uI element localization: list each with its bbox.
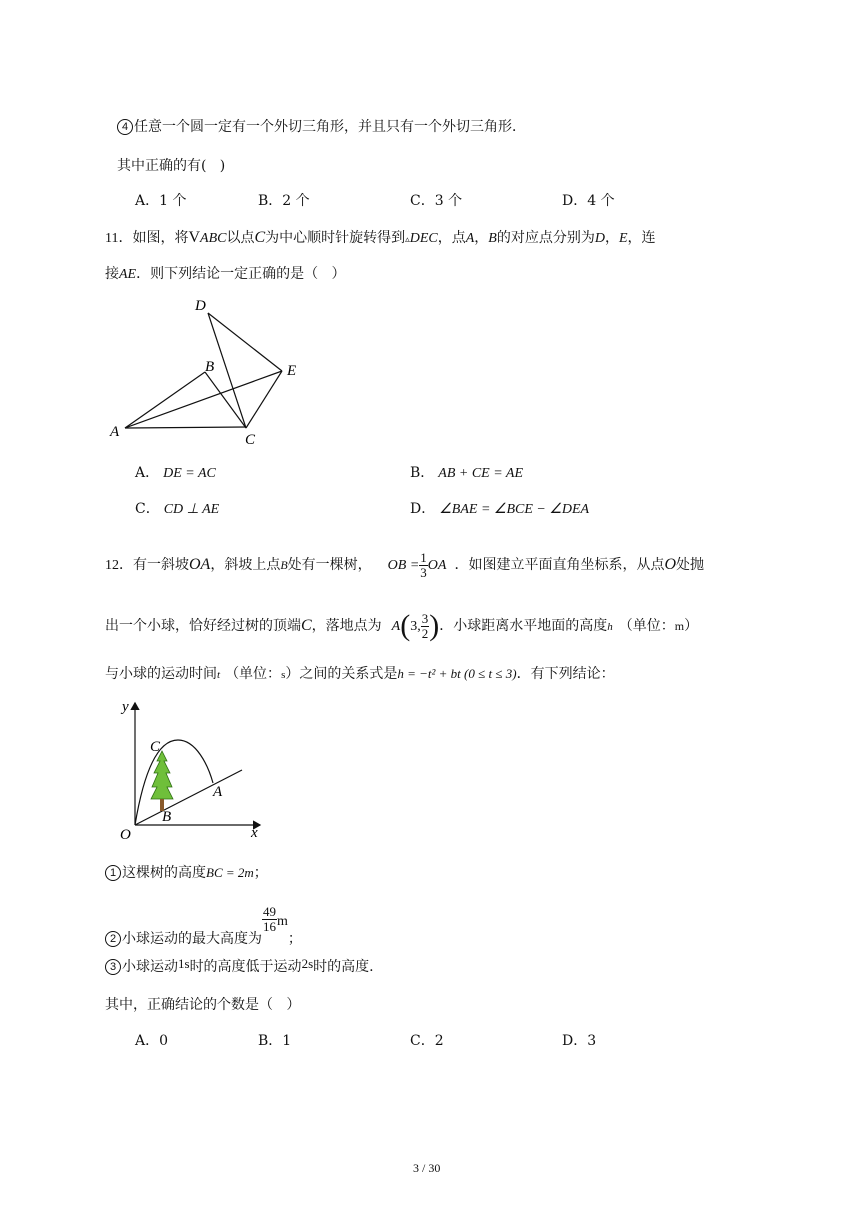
q11-stem-line2: 接AE．则下列结论一定正确的是（ ） — [105, 266, 346, 282]
fraction-one-third: $\frac{1}{3}$ — [420, 549, 427, 580]
label-d: D — [195, 298, 206, 314]
q12-ask: 其中，正确结论的个数是（ ） — [105, 997, 301, 1013]
q12-option-a: A．0 — [135, 1033, 169, 1049]
q12-formula: h = −t² + bt (0 ≤ t ≤ 3) — [397, 666, 517, 681]
q12-conclusion-1: 1 这棵树的高度BC = 2m； — [105, 862, 268, 882]
q11-figure — [105, 295, 305, 450]
q10-ask: 其中正确的有( ) — [117, 158, 226, 174]
label-a: A — [213, 784, 223, 800]
q12-figure — [110, 695, 270, 845]
label-e: E — [287, 363, 297, 379]
q12-conclusion-2: 2 小球运动的最大高度为 $\frac{49}{16}$ m； — [105, 900, 302, 961]
circled-number: 4 — [117, 119, 133, 135]
q10-item4-text: 任意一个圆一定有一个外切三角形，并且只有一个外切三角形． — [134, 119, 526, 135]
q11-option-a: A． DE = AC — [135, 465, 216, 481]
q12-option-b: B．1 — [258, 1033, 292, 1049]
q12-option-d: D．3 — [562, 1033, 597, 1049]
q12-option-c: C．2 — [410, 1033, 444, 1049]
q12-stem-line1: 12．有一斜坡OA，斜坡上点B处有一棵树， OB = $\frac{1}{3}$ OA ．如图建立平面直角坐标系，从点O处抛 — [105, 549, 705, 580]
q10-option-c: C．3 个 — [410, 193, 463, 209]
q12-stem-line3: 与小球的运动时间t （单位：s）之间的关系式是h = −t² + bt (0 ≤ t ≤ 3)．有下列结论： — [105, 666, 615, 682]
label-a: A — [110, 424, 120, 440]
label-x: x — [251, 825, 258, 841]
q10-option-a: A．1 个 — [135, 193, 187, 209]
q12-stem-line2: 出一个小球，恰好经过树的顶端C，落地点为 A(3, $\frac{3}{2}$ )．小球距离水平地面的高度h （单位：m） — [105, 609, 699, 642]
page-number: 3 / 30 — [413, 1161, 441, 1175]
q11-stem-line1: 11．如图，将VABC以点C为中心顺时针旋转得到▵DEC，点A，B的对应点分别为D，E，连 — [105, 229, 656, 246]
label-c: C — [245, 432, 256, 448]
label-y: y — [122, 699, 129, 715]
label-c: C — [150, 739, 161, 755]
q10-option-d: D．4 个 — [562, 193, 615, 209]
q10-item4 — [117, 116, 526, 136]
q11-option-c: C． CD ⊥ AE — [135, 501, 220, 517]
q11-option-d: D． ∠BAE = ∠BCE − ∠DEA — [410, 501, 590, 517]
label-o: O — [120, 827, 131, 843]
q12-conclusion-3: 3 小球运动1s时的高度低于运动2s时的高度. — [105, 956, 374, 976]
label-b: B — [205, 359, 215, 375]
tree-icon — [151, 751, 173, 811]
q11-option-b: B． AB + CE = AE — [410, 465, 524, 481]
label-b: B — [162, 809, 172, 825]
q10-option-b: B．2 个 — [258, 193, 310, 209]
